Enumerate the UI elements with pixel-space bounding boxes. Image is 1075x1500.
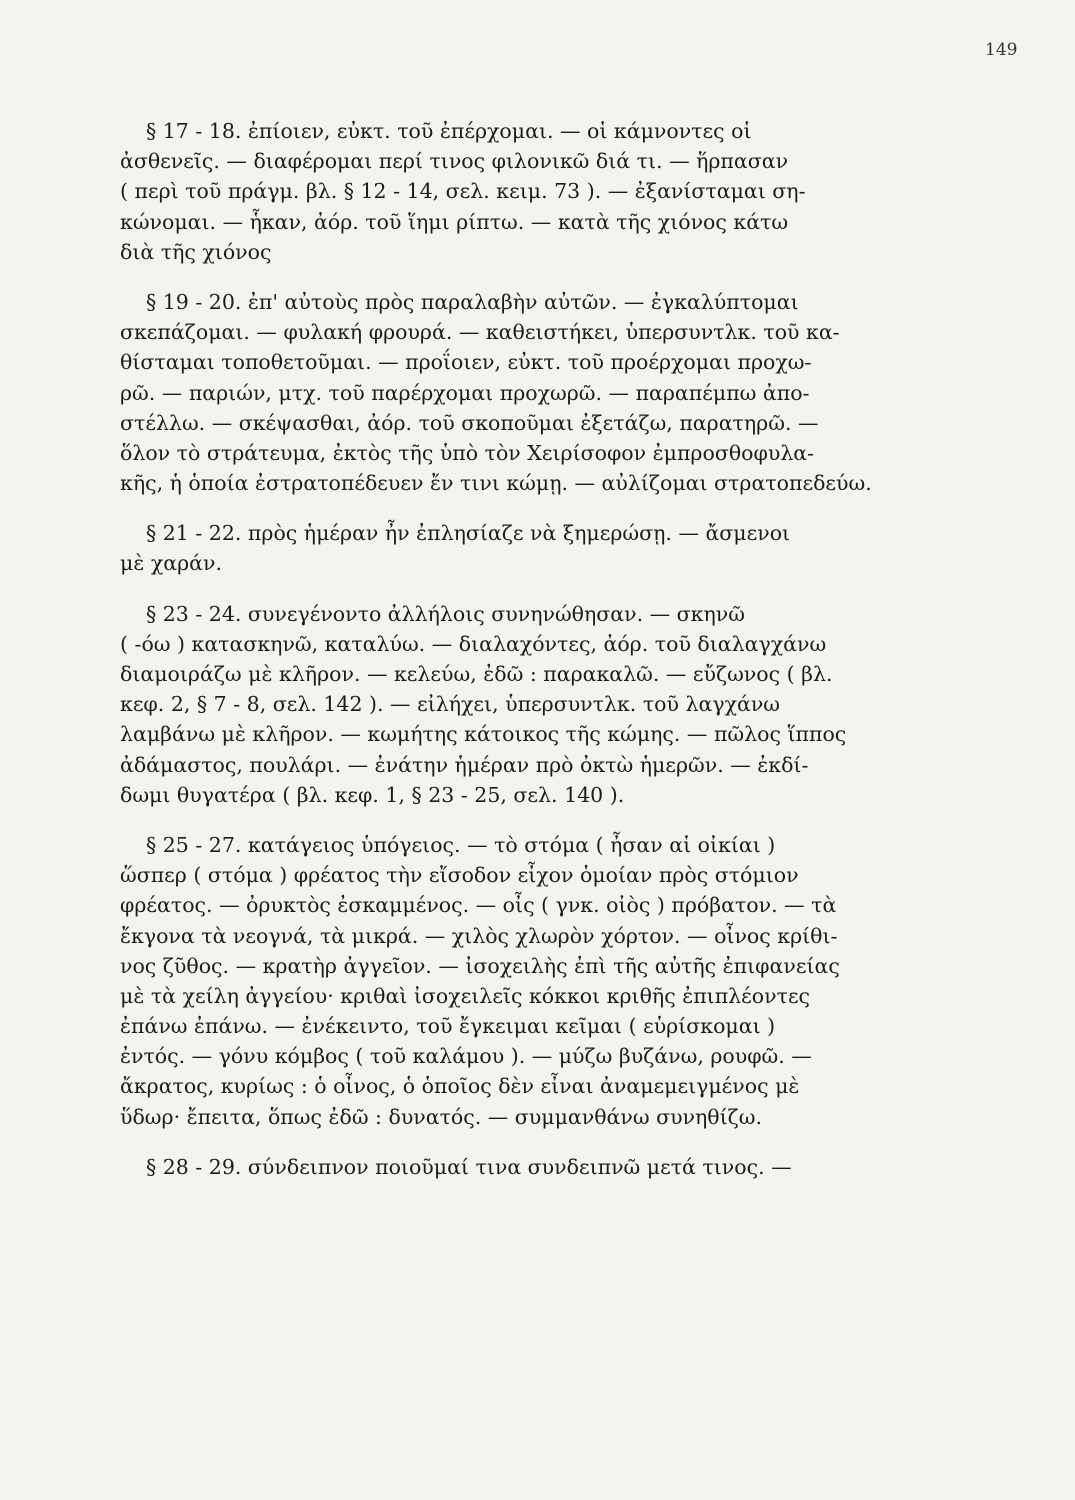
text-line: λαμβάνω μὲ κλῆρον. — κωμήτης κάτοικος τῆς κώμης. — πῶλος ἵππος: [120, 722, 847, 747]
text-line: μὲ τὰ χείλη ἀγγείου· κριθαὶ ἰσοχειλεῖς κόκκοι κριθῆς ἐπιπλέοντες: [120, 983, 811, 1008]
text-line: § 23 - 24. συνεγένοντο ἀλλήλοις συνηνώθησαν. — σκηνῶ: [146, 601, 745, 626]
text-line: ἐντός. — γόνυ κόμβος ( τοῦ καλάμου ). — μύζω βυζάνω, ρουφῶ. —: [120, 1044, 812, 1069]
text-line: ἀσθενεῖς. — διαφέρομαι περί τινος φιλονικῶ διά τι. — ἥρπασαν: [120, 149, 789, 174]
text-line: § 17 - 18. ἐπίοιεν, εὐκτ. τοῦ ἐπέρχομαι. — οἱ κάμνοντες οἱ: [146, 119, 752, 143]
text-line: ( περὶ τοῦ πράγμ. βλ. § 12 - 14, σελ. κειμ. 73 ). — ἐξανίσταμαι ση-: [120, 179, 806, 204]
text-line: διαμοιράζω μὲ κλῆρον. — κελεύω, ἐδῶ : παρακαλῶ. — εὔζωνος ( βλ.: [120, 662, 833, 686]
text-line: ( -όω ) κατασκηνῶ, καταλύω. — διαλαχόντες, ἀόρ. τοῦ διαλαγχάνω: [120, 631, 827, 656]
text-line: ὕδωρ· ἔπειτα, ὅπως ἐδῶ : δυνατός. — συμμανθάνω συνηθίζω.: [120, 1104, 763, 1129]
text-line: § 28 - 29. σύνδειπνον ποιοῦμαί τινα συνδειπνῶ μετά τινος. —: [146, 1154, 792, 1179]
text-line: ἀδάμαστος, πουλάρι. — ἐνάτην ἡμέραν πρὸ ὀκτὼ ἡμερῶν. — ἐκδί-: [120, 752, 809, 777]
text-line: κώνομαι. — ἧκαν, ἀόρ. τοῦ ἵημι ρίπτω. — κατὰ τῆς χιόνος κάτω: [120, 209, 789, 234]
text-line: μὲ χαράν.: [120, 551, 222, 576]
text-line: ὥσπερ ( στόμα ) φρέατος τὴν εἴσοδον εἶχον ὁμοίαν πρὸς στόμιον: [120, 863, 799, 888]
text-line: κῆς, ἡ ὁποία ἐστρατοπέδευεν ἔν τινι κώμῃ. — αὐλίζομαι στρατοπεδεύω.: [120, 471, 872, 496]
text-line: νος ζῦθος. — κρατὴρ ἀγγεῖον. — ἰσοχειλὴς ἐπὶ τῆς αὐτῆς ἐπιφανείας: [120, 953, 840, 978]
text-line: § 19 - 20. ἐπ' αὐτοὺς πρὸς παραλαβὴν αὐτῶν. — ἐγκαλύπτομαι: [146, 289, 799, 314]
text-line: κεφ. 2, § 7 - 8, σελ. 142 ). — εἰλήχει, ὑπερσυντλκ. τοῦ λαγχάνω: [120, 692, 781, 717]
text-line: σκεπάζομαι. — φυλακή φρουρά. — καθειστήκει, ὑπερσυντλκ. τοῦ κα-: [120, 320, 840, 345]
text-line: θίσταμαι τοποθετοῦμαι. — προΐοιεν, εὐκτ. τοῦ προέρχομαι προχω-: [120, 350, 812, 375]
text-line: ὅλον τὸ στράτευμα, ἐκτὸς τῆς ὑπὸ τὸν Χειρίσοφον ἐμπροσθοφυλα-: [120, 440, 815, 465]
text-line: διὰ τῆς χιόνος: [120, 239, 272, 264]
text-line: φρέατος. — ὀρυκτὸς ἐσκαμμένος. — οἶς ( γνκ. οἰὸς ) πρόβατον. — τὰ: [120, 893, 837, 918]
glossary-text: [120, 116, 930, 1182]
page-number: 149: [985, 40, 1018, 60]
text-line: § 25 - 27. κατάγειος ὑπόγειος. — τὸ στόμα ( ἦσαν αἱ οἰκίαι ): [146, 832, 776, 857]
text-line: § 21 - 22. πρὸς ἡμέραν ἦν ἐπλησίαζε νὰ ξημερώσῃ. — ἄσμενοι: [146, 521, 791, 546]
text-line: ρῶ. — παριών, μτχ. τοῦ παρέρχομαι προχωρῶ. — παραπέμπω ἀπο-: [120, 380, 810, 405]
text-line: στέλλω. — σκέψασθαι, ἀόρ. τοῦ σκοποῦμαι ἐξετάζω, παρατηρῶ. —: [120, 410, 819, 435]
text-line: ἐπάνω ἐπάνω. — ἐνέκειντο, τοῦ ἔγκειμαι κεῖμαι ( εὑρίσκομαι ): [120, 1014, 776, 1039]
text-line: ἔκγονα τὰ νεογνά, τὰ μικρά. — χιλὸς χλωρὸν χόρτον. — οἶνος κρίθι-: [120, 923, 838, 948]
text-line: δωμι θυγατέρα ( βλ. κεφ. 1, § 23 - 25, σελ. 140 ).: [120, 782, 625, 807]
text-line: ἄκρατος, κυρίως : ὁ οἶνος, ὁ ὁποῖος δὲν εἶναι ἀναμεμειγμένος μὲ: [120, 1074, 800, 1099]
